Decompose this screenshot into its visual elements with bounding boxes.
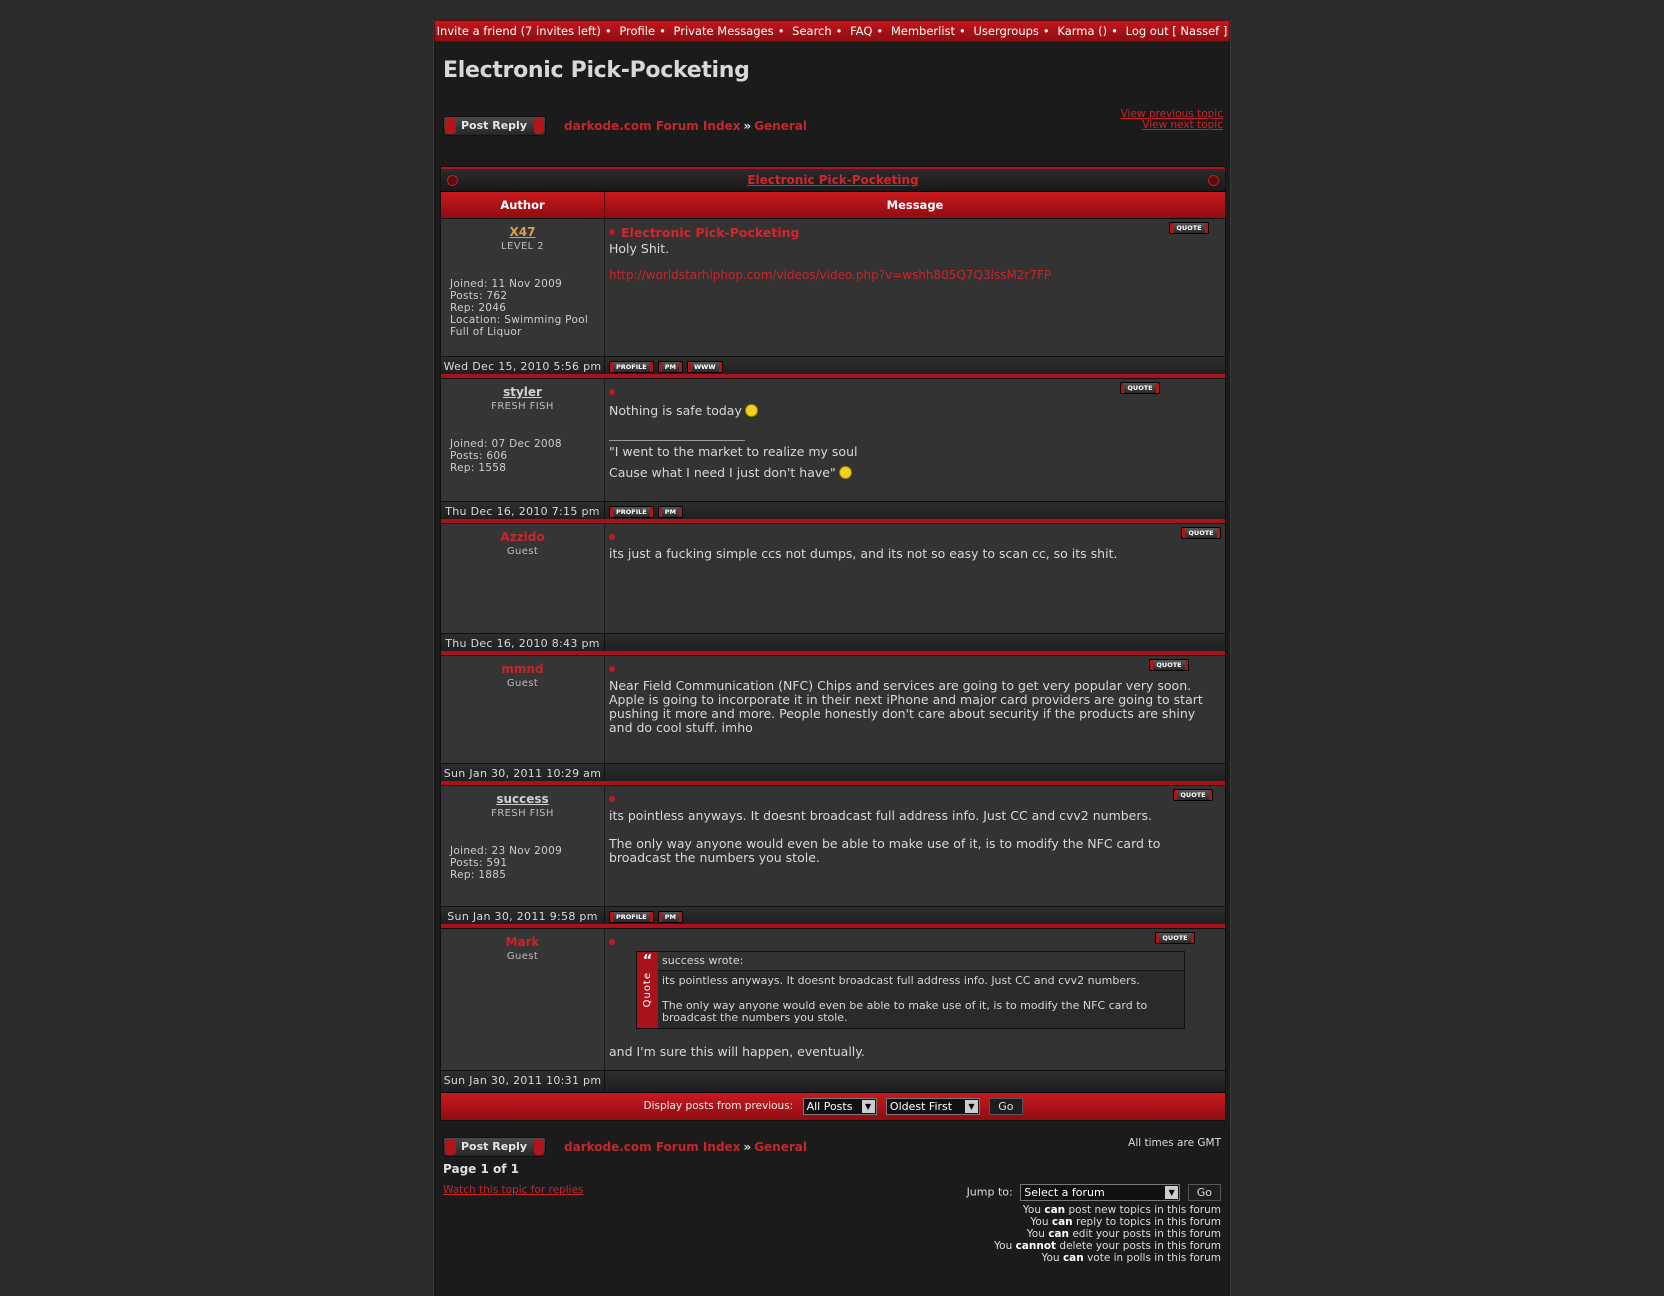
column-headers [441, 191, 1225, 218]
post-author-name: mmnd [501, 662, 544, 676]
posts-order-select[interactable]: Oldest First ▼ [886, 1098, 980, 1115]
breadcrumb: darkode.com Forum Index » General [564, 119, 807, 133]
post-footer [441, 763, 1225, 785]
post-message-cell: its pointless anyways. It doesnt broadcast full address info. Just CC and cvv2 numbers. The only way anyone would even be able to make use of it, is to modify the NFC card to broadcast the numbers you stole. QUOTE [605, 786, 1225, 906]
post-footer [441, 906, 1225, 928]
breadcrumb-index[interactable]: darkode.com Forum Index [564, 119, 741, 133]
forum-permissions [994, 1204, 1221, 1264]
post-author-name[interactable]: success [496, 792, 549, 806]
post-author-rank: Guest [506, 678, 539, 689]
post-message-cell: “ Quote success wrote: its pointless anyways. It doesnt broadcast full address info. Just CC and cvv2 numbers. The only way anyone would even be able to make use of it, is to modify the NFC card to broadcast the numbers you stole. and I'm sure this will happen, eventually. QUOTE [605, 929, 1225, 1070]
post-footer [441, 356, 1225, 378]
post-reply-button[interactable]: Post Reply [443, 116, 546, 136]
post-message-cell: Electronic Pick-Pocketing Holy Shit. http://worldstarhiphop.com/videos/video.php?v=wshh805Q7Q3lssM2r7FP QUOTE [605, 219, 1225, 356]
post-author-cell [441, 929, 605, 1070]
nav-invite[interactable]: Invite a friend (7 invites left) [436, 24, 601, 38]
post-footer [441, 1070, 1225, 1092]
post-footer [441, 501, 1225, 523]
permission-line: You can edit your posts in this forum [1026, 1228, 1221, 1240]
post-author-rank: Guest [506, 951, 539, 962]
post-message-cell: its just a fucking simple ccs not dumps, and its not so easy to scan cc, so its shit. QUOTE [605, 524, 1225, 633]
post-author-cell [441, 656, 605, 763]
post-author-stats: Joined: 11 Nov 2009 Posts: 762 Rep: 2046 Location: Swimming Pool Full of Liquor [450, 278, 589, 338]
post-author-rank: Guest [506, 546, 539, 557]
post-author-cell [441, 219, 605, 356]
quote-button[interactable]: QUOTE [1169, 222, 1209, 234]
nav-karma[interactable]: Karma () [1057, 24, 1108, 38]
nav-faq[interactable]: FAQ [850, 24, 873, 38]
watch-topic-link[interactable]: Watch this topic for replies [443, 1184, 584, 1196]
post-author-cell [441, 524, 605, 633]
post-row [441, 378, 1225, 501]
post-author-stats: Joined: 23 Nov 2009 Posts: 591 Rep: 1885 [450, 845, 563, 881]
www-button[interactable]: WWW [687, 361, 723, 373]
post-row [441, 785, 1225, 906]
jump-to [967, 1184, 1221, 1201]
post-author-rank: LEVEL 2 [501, 241, 544, 252]
posts-range-select[interactable]: All Posts ▼ [803, 1098, 877, 1115]
nav-usergroups[interactable]: Usergroups [973, 24, 1039, 38]
header-dot-icon [1208, 175, 1219, 186]
post-author-rank: FRESH FISH [491, 401, 554, 412]
profile-button[interactable]: PROFILE [609, 911, 654, 923]
column-message: Message [886, 198, 944, 212]
top-nav: Invite a friend (7 invites left) • Profile • Private Messages • Search • FAQ • Memberlist • Usergroups • Karma () • Log out [ Nassef ] [434, 20, 1230, 42]
post-bullet-icon [609, 229, 615, 235]
post-row [441, 523, 1225, 633]
post-date: Thu Dec 16, 2010 7:15 pm [441, 502, 605, 519]
jump-label: Jump to: [966, 1185, 1013, 1199]
page-title: Electronic Pick-Pocketing [443, 58, 750, 83]
topic-nav [1121, 109, 1223, 131]
breadcrumb-forum[interactable]: General [754, 119, 807, 133]
pm-button[interactable]: PM [658, 506, 683, 518]
permission-line: You can vote in polls in this forum [1041, 1252, 1221, 1264]
post-author-rank: FRESH FISH [491, 808, 554, 819]
permission-line: You can reply to topics in this forum [1030, 1216, 1221, 1228]
post-link[interactable]: http://worldstarhiphop.com/videos/video.php?v=wshh805Q7Q3lssM2r7FP [609, 268, 1052, 282]
header-dot-icon [447, 175, 458, 186]
post-author-stats: Joined: 07 Dec 2008 Posts: 606 Rep: 1558 [450, 438, 562, 474]
post-row [441, 928, 1225, 1070]
page-container [433, 20, 1231, 1296]
topic-table-title[interactable]: Electronic Pick-Pocketing [747, 173, 919, 187]
dropdown-arrow-icon: ▼ [862, 1100, 875, 1113]
nav-private-messages[interactable]: Private Messages [673, 24, 774, 38]
post-author-name[interactable]: styler [503, 385, 542, 399]
view-previous-topic-link[interactable]: View previous topic [1120, 108, 1223, 120]
display-options-bar [441, 1092, 1225, 1120]
quote-block [636, 951, 1185, 1029]
post-date: Sun Jan 30, 2011 9:58 pm [441, 907, 605, 924]
jump-go-button[interactable]: Go [1188, 1184, 1221, 1201]
topic-table-header [441, 167, 1225, 191]
quote-author: success wrote: [658, 952, 1184, 971]
column-author: Author [441, 192, 605, 218]
pm-button[interactable]: PM [658, 911, 683, 923]
quote-sidebar [637, 952, 658, 1028]
quote-button[interactable]: QUOTE [1155, 932, 1195, 944]
quote-button[interactable]: QUOTE [1120, 382, 1160, 394]
permission-line: You can post new topics in this forum [1022, 1204, 1221, 1216]
profile-button[interactable]: PROFILE [609, 506, 654, 518]
pm-button[interactable]: PM [658, 361, 683, 373]
breadcrumb-forum[interactable]: General [754, 1140, 807, 1154]
top-action-bar [443, 108, 1223, 138]
post-row [441, 655, 1225, 763]
smiley-icon [745, 404, 758, 417]
post-author-cell [441, 379, 605, 501]
quote-button[interactable]: QUOTE [1181, 527, 1221, 539]
smiley-icon [839, 466, 852, 479]
post-reply-button[interactable]: Post Reply [443, 1137, 546, 1157]
post-message-cell: Near Field Communication (NFC) Chips and services are going to get very popular very soon. Apple is going to incorporate it in their next iPhone and major card providers are going to start pushing it more and more. People honestly don't care about security if the products are shiny and do cool stuff. imho QUOTE [609, 661, 1203, 735]
topic-table [440, 166, 1226, 1121]
post-bullet-icon [609, 796, 615, 802]
post-bullet-icon [609, 939, 615, 945]
post-author-name: Azzido [500, 530, 545, 544]
post-bullet-icon [609, 389, 615, 395]
display-go-button[interactable]: Go [989, 1098, 1022, 1115]
post-bullet-icon [609, 534, 615, 540]
post-author-name[interactable]: X47 [509, 225, 536, 239]
bottom-action-bar [443, 1137, 1223, 1159]
post-author-name: Mark [505, 935, 540, 949]
post-footer [441, 633, 1225, 655]
post-date: Sun Jan 30, 2011 10:31 pm [441, 1071, 605, 1092]
timezone-note: All times are GMT [1128, 1137, 1221, 1149]
post-author-cell [441, 786, 605, 906]
nav-search[interactable]: Search [792, 24, 832, 38]
quote-text: its pointless anyways. It doesnt broadcast full address info. Just CC and cvv2 numbers. The only way anyone would even be able to make use of it, is to modify the NFC card to broadcast the numbers you stole. [662, 974, 1148, 1024]
dropdown-arrow-icon: ▼ [965, 1100, 978, 1113]
post-date: Wed Dec 15, 2010 5:56 pm [441, 357, 605, 374]
quote-button[interactable]: QUOTE [1149, 659, 1189, 671]
breadcrumb-index[interactable]: darkode.com Forum Index [564, 1140, 741, 1154]
post-date: Sun Jan 30, 2011 10:29 am [441, 764, 605, 781]
post-row [441, 218, 1225, 356]
post-subject: Electronic Pick-Pocketing [621, 225, 800, 240]
profile-button[interactable]: PROFILE [609, 361, 654, 373]
view-next-topic-link[interactable]: View next topic [1142, 119, 1223, 131]
post-message-cell: Nothing is safe today "I went to the market to realize my soul Cause what I need I just don't have" QUOTE [605, 379, 1225, 501]
display-label: Display posts from previous: [643, 1100, 794, 1112]
post-date: Thu Dec 16, 2010 8:43 pm [441, 634, 605, 651]
breadcrumb: darkode.com Forum Index » General [564, 1140, 807, 1154]
page-number: Page 1 of 1 [443, 1162, 519, 1176]
dropdown-arrow-icon: ▼ [1165, 1186, 1178, 1199]
post-bullet-icon [609, 666, 615, 672]
quote-button[interactable]: QUOTE [1173, 789, 1213, 801]
quote-marks-icon: “ [642, 951, 653, 969]
nav-profile[interactable]: Profile [619, 24, 656, 38]
nav-memberlist[interactable]: Memberlist [890, 24, 956, 38]
jump-forum-select[interactable]: Select a forum ▼ [1020, 1184, 1180, 1201]
quote-label: Quote [642, 972, 653, 1008]
permission-line: You cannot delete your posts in this forum [994, 1240, 1221, 1252]
signature-divider [609, 440, 745, 441]
nav-logout[interactable]: Log out [ Nassef ] [1125, 24, 1228, 38]
